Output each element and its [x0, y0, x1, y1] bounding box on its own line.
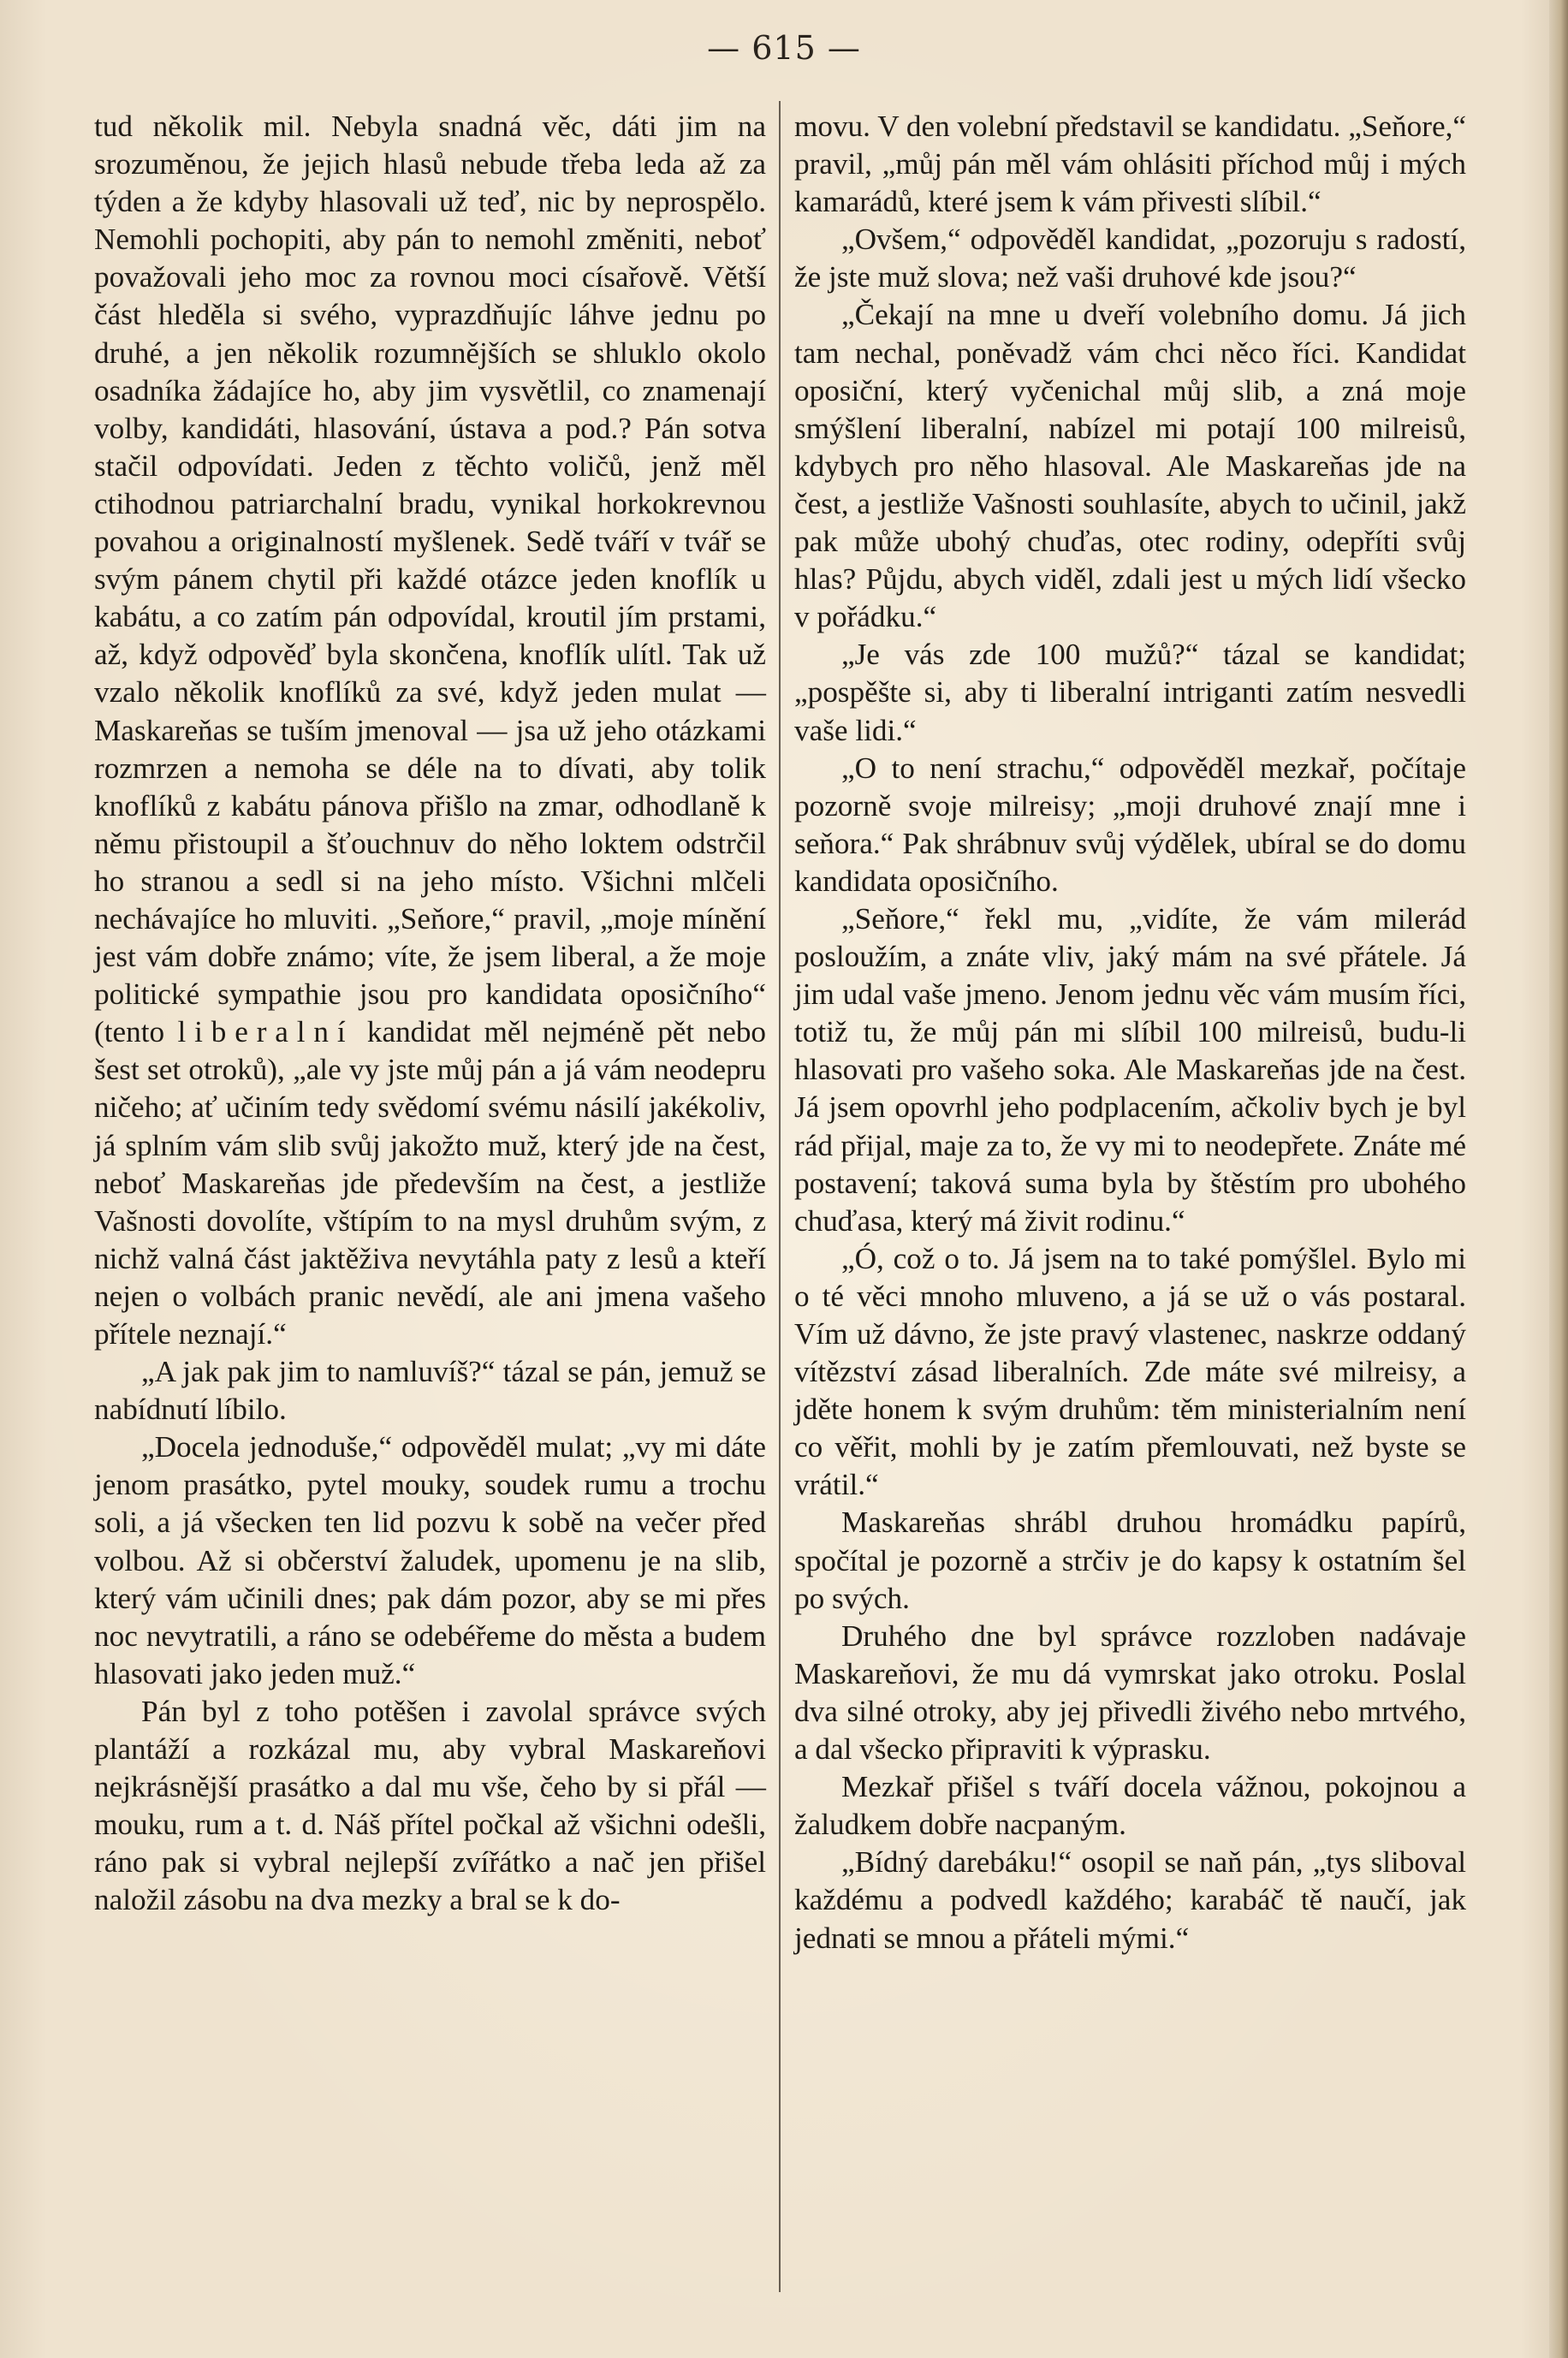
- paragraph: movu. V den volební představil se kandidatu. „Seňore,“ pravil, „můj pán měl vám ohlásiti příchod můj i mých kamarádů, které jsem k vám přivesti slíbil.“: [794, 110, 1466, 219]
- paragraph: „Bídný darebáku!“ osopil se naň pán, „tys sliboval každému a podvedl každého; karabáč tě naučí, jak jednati se mnou a přáteli mými.“: [794, 1845, 1466, 1955]
- page-number: — 615 —: [707, 29, 861, 67]
- paragraph: „Je vás zde 100 mužů?“ tázal se kandidat; „pospěšte si, aby ti liberalní intriganti zatím nesvedli vaše lidi.“: [794, 638, 1466, 747]
- paragraph: „Čekají na mne u dveří volebního domu. Já jich tam nechal, poněvadž vám chci něco říci. Kandidat oposiční, který vyčenichal můj slib, a zná moje smýšlení liberalní, nabízel mi potají 100 milreisů, kdybych pro něho hlasoval. Ale Maskareňas jde na čest, a jestliže Vašnosti souhlasíte, abych to učinil, jakž pak může ubohý chuďas, otec rodiny, odepříti svůj hlas? Půjdu, abych viděl, zdali jest u mých lidí všecko v pořádku.“: [794, 298, 1466, 634]
- paragraph: Mezkař přišel s tváří docela vážnou, pokojnou a žaludkem dobře nacpaným.: [794, 1770, 1466, 1842]
- paragraph: Druhého dne byl správce rozzloben nadávaje Maskareňovi, že mu dá vymrskat jako otroku. Poslal dva silné otroky, aby jej přivedli živého nebo mrtvého, a dal všecko připraviti k výprasku.: [794, 1619, 1466, 1767]
- paragraph: „Ovšem,“ odpověděl kandidat, „pozoruju s radostí, že jste muž slova; než vaši druhové kde jsou?“: [794, 223, 1466, 294]
- paragraph-text: kandidat měl nejméně pět nebo šest set otroků), „ale vy jste můj pán a já vám neodepru ničeho; ať učiním tedy svědomí svému násilí jakékoliv, já splním vám slib svůj jakožto muž, který jde na čest, neboť Maskareňas jde především na čest, a jestliže Vašnosti dovolíte, vštípím to na mysl druhům svým, z nichž valná část jaktěživa nevytáhla paty z lesů a kteří nejen o volbách pranic nevědí, ale ani jmena vašeho přítele neznají.“: [94, 1015, 767, 1351]
- paragraph: „A jak pak jim to namluvíš?“ tázal se pán, jemuž se nabídnutí líbilo.: [94, 1355, 766, 1427]
- paragraph: Maskareňas shrábl druhou hromádku papírů, spočítal je pozorně a strčiv je do kapsy k ostatním šel po svých.: [794, 1506, 1466, 1615]
- page-edge: [1549, 0, 1568, 2358]
- column-divider: [779, 101, 781, 2292]
- emphasized-word: liberalní: [177, 1015, 354, 1049]
- paragraph: „Ó, což o to. Já jsem na to také pomýšlel. Bylo mi o té věci mnoho mluveno, a já se už o vás postaral. Vím už dávno, že jste pravý vlastenec, naskrze oddaný vítězství zásad liberalních. Zde máte své milreisy, a jděte honem k svým druhům: těm ministerialním není co věřit, mohli by je zatím přemlouvati, než byste se vrátil.“: [794, 1241, 1466, 1502]
- left-column: [94, 108, 766, 2273]
- paragraph: [94, 108, 766, 1353]
- right-column: [794, 108, 1466, 2273]
- paragraph: „O to není strachu,“ odpověděl mezkař, počítaje pozorně svoje milreisy; „moji druhové znají mne i seňora.“ Pak shrábnuv svůj výdělek, ubíral se do domu kandidata oposičního.: [794, 751, 1466, 898]
- paragraph: „Seňore,“ řekl mu, „vidíte, že vám milerád posloužím, a znáte vliv, jaký mám na své přátele. Já jim udal vaše jmeno. Jenom jednu věc vám musím říci, totiž tu, že můj pán mi slíbil 100 milreisů, budu-li hlasovati pro vašeho soka. Ale Maskareňas jde na čest. Já jsem opovrhl jeho podplacením, ačkoliv bych je byl rád přijal, maje za to, že vy mi to neodepřete. Znáte mé postavení; taková suma byla by štěstím pro ubohého chuďasa, který má živit rodinu.“: [794, 901, 1466, 1238]
- paragraph-text: tud několik mil. Nebyla snadná věc, dáti jim na srozuměnou, že jejich hlasů nebude třeba leda až za týden a že kdyby hlasovali už teď, nic by neprospělo. Nemohli pochopiti, aby pán to nemohl změniti, neboť považovali jeho moc za rovnou moci císařově. Větší část hleděla si svého, vyprazdňujíc láhve jednu po druhé, a jen několik rozumnějších se shluklo okolo osadníka žádajíce ho, aby jim vysvětlil, co znamenají volby, kandidáti, hlasování, ústava a pod.? Pán sotva stačil odpovídati. Jeden z těchto voličů, jenž měl ctihodnou patriarchalní bradu, vynikal horkokrevnou povahou a originalností myšlenek. Sedě tváří v tvář se svým pánem chytil při každé otázce jeden knoflík u kabátu, a co zatím pán odpovídal, kroutil jím prstami, až, když odpověď byla skončena, knoflík ulítl. Tak už vzalo několik knoflíků za své, když jeden mulat — Maskareňas se tuším jmenoval — jsa už jeho otázkami rozmrzen a nemoha se déle na to dívati, aby tolik knoflíků z kabátu pánova přišlo na zmar, odhodlaně k němu přistoupil a šťouchnuv do něho loktem odstrčil ho stranou a sedl si na jeho místo. Všichni mlčeli nechávajíce ho mluviti. „Seňore,“ pravil, „moje mínění jest vám dobře známo; víte, že jsem liberal, a že moje politické sympathie jsou pro kandidata oposičního“ (tento: [94, 110, 766, 1049]
- paragraph: Pán byl z toho potěšen i zavolal správce svých plantáží a rozkázal mu, aby vybral Maskareňovi nejkrásnější prasátko a dal mu vše, čeho by si přál — mouku, rum a t. d. Náš přítel počkal až všichni odešli, ráno pak si vybral nejlepší zvířátko a nač jen přišel naložil zásobu na dva mezky a bral se k do-: [94, 1694, 766, 1917]
- paragraph: „Docela jednoduše,“ odpověděl mulat; „vy mi dáte jenom prasátko, pytel mouky, soudek rumu a trochu soli, a já všecken ten lid pozvu k sobě na večer před volbou. Až si občerství žaludek, upomenu je na slib, který vám učinili dnes; pak dám pozor, aby se mi přes noc nevytratili, a ráno se odebéřeme do města a budem hlasovati jako jeden muž.“: [94, 1430, 766, 1690]
